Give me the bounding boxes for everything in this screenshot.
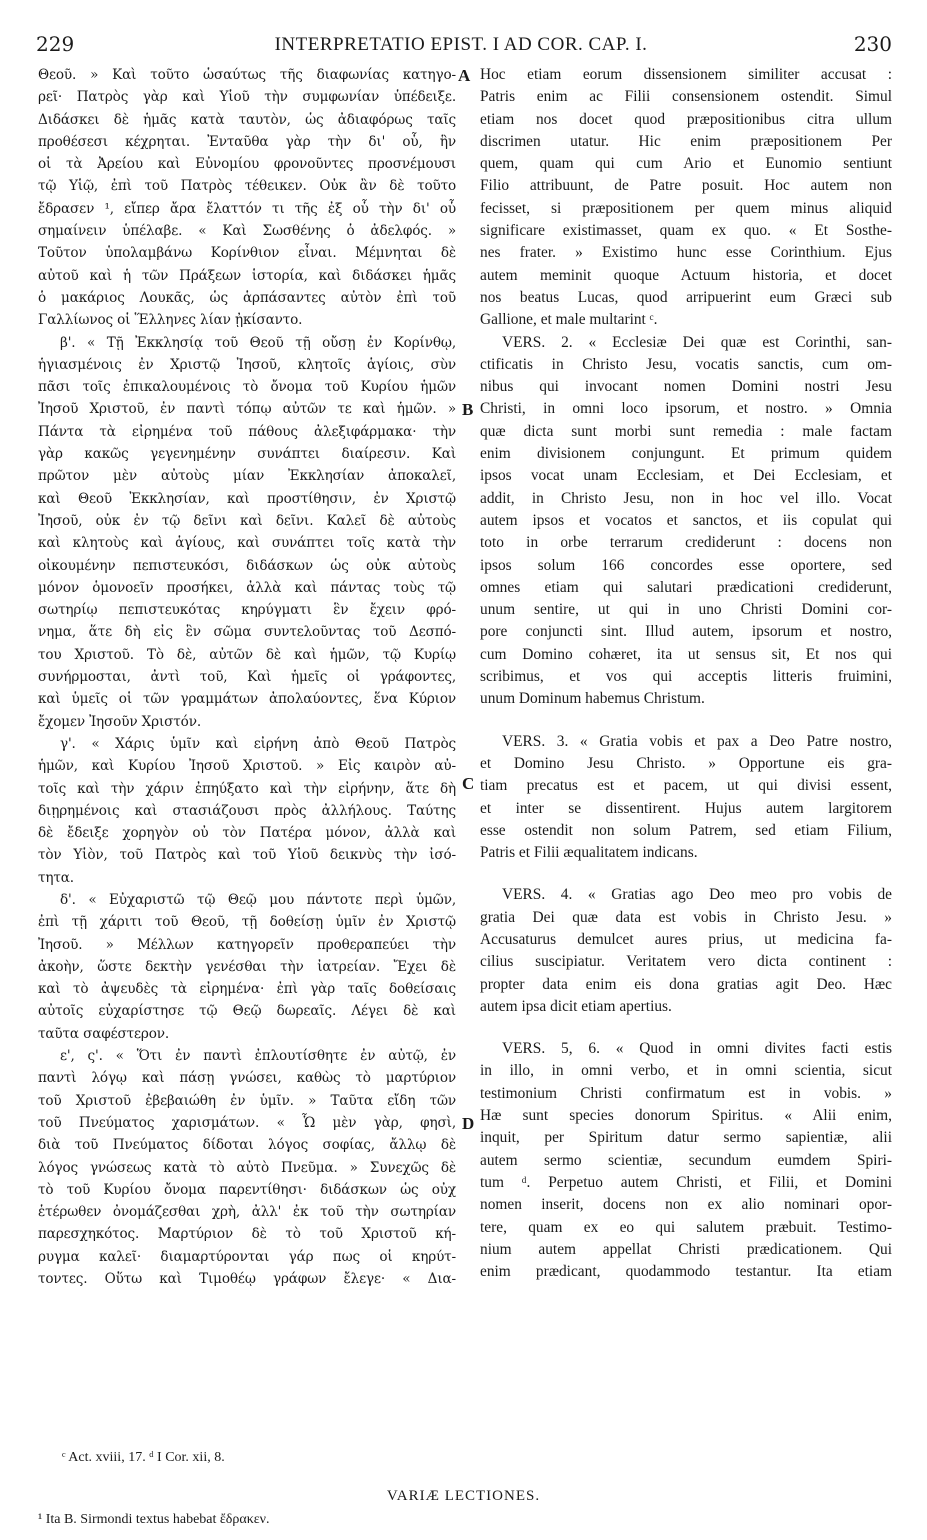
latin-line: in illo, in omni verbo, et in omni scientia, sicut	[480, 1062, 892, 1080]
greek-line: τῷ Υἱῷ, ἐπὶ τοῦ Πατρὸς τέθεικεν. Οὐκ ἂν δὲ τοῦτο	[38, 178, 456, 195]
latin-line: VERS. 3. « Gratia vobis et pax a Deo Patre nostro,	[502, 732, 892, 750]
latin-line: gratia Dei quæ data est vobis in Christo Jesu. »	[480, 908, 892, 926]
greek-line: β'. « Τῇ Ἐκκλησίᾳ τοῦ Θεοῦ τῇ οὔσῃ ἐν Κορίνθῳ,	[60, 334, 456, 351]
latin-line: Hæ sunt species donorum Spiritus. « Alii enim,	[480, 1107, 892, 1125]
latin-line: Patris et Filii æqualitatem indicans.	[480, 844, 698, 862]
latin-line: tiam precatus est et pacem, ut qui divisi essent,	[480, 777, 892, 795]
greek-line: σωτηρίῳ πεπιστευκότας κηρύγματι ἓν ἔχειν φρό-	[38, 602, 456, 619]
margin-mark-a: A	[458, 66, 471, 85]
greek-line: διῃρημένοις καὶ στασιάζουσι πρὸς ἀλλήλους. Ταύτης	[38, 802, 456, 819]
latin-line: autem meminit quoque Actuum historia, et docet	[480, 266, 892, 284]
greek-line: καὶ ὑμεῖς οἱ τῶν γραμμάτων ἀπολαύοντες, ἕνα Κύριον	[38, 691, 456, 708]
greek-line: Γαλλίωνος οἱ Ἕλληνες λίαν ᾐκίσαντο.	[38, 312, 303, 329]
margin-mark-d: D	[462, 1114, 475, 1133]
latin-line: significare existimasset, quam ex quo. « Et Sosthe-	[480, 222, 892, 240]
latin-line: tum ᵈ. Perpetuo autem Christi, et Filii, et Domini	[480, 1173, 892, 1191]
greek-line: γ'. « Χάρις ὑμῖν καὶ εἰρήνη ἀπὸ Θεοῦ Πατρὸς	[60, 735, 456, 752]
latin-line: Hoc etiam eorum dissensionem similiter accusat :	[480, 66, 892, 83]
latin-line: inquit, per Spiritum datur sermo sapientiæ, alii	[480, 1129, 892, 1147]
greek-line: προθέσεσι κέχρηται. Ἐνταῦθα γὰρ τὴν δι' οὗ, ἣν	[38, 133, 456, 150]
greek-line: συνήρμοσται, ἀντὶ τοῦ, Καὶ ἡμεῖς οἱ γράφοντες,	[38, 669, 456, 686]
greek-line: τὸ τοῦ Κυρίου ὄνομα παρεντίθησι· διδάσκων ὡς οὐχ	[38, 1181, 456, 1198]
margin-mark-b: B	[462, 400, 474, 419]
greek-line: αὐτοῦ καὶ ἡ τῶν Πράξεων ἱστορία, καὶ διδάσκει ἡμᾶς	[38, 267, 456, 284]
greek-line: Πάντα τὰ εἰρημένα τοῦ πάθους ἀλεξιφάρμακα· τὴν	[38, 423, 456, 440]
latin-line: enim prædicant, quodammodo testantur. Ita etiam	[480, 1263, 892, 1281]
greek-line: αὐτοῖς εὐχαρίστησε τῷ Θεῷ δωρεαῖς. Λέγει δὲ καὶ	[38, 1003, 456, 1020]
latin-line: pore conjuncti sint. Illud autem, ipsorum et nostro,	[480, 623, 892, 641]
greek-line: τητα.	[38, 869, 74, 886]
greek-line: του Χριστοῦ. Τὸ δὲ, αὐτῶν δὲ καὶ ἡμῶν, τῷ Κυρίῳ	[38, 646, 456, 663]
greek-column	[38, 64, 456, 1290]
greek-line: ἐπὶ τῇ χάριτι τοῦ Θεοῦ, τῇ δοθείσῃ ὑμῖν ἐν Χριστῷ	[38, 914, 456, 931]
latin-line: nos beatus Lucas, quod arripuerint eum Græci sub	[480, 288, 892, 306]
greek-line: δ'. « Εὐχαριστῶ τῷ Θεῷ μου πάντοτε περὶ ὑμῶν,	[60, 891, 456, 908]
latin-line: nibus qui invocant nomen Domini nostri Jesu	[480, 378, 892, 396]
latin-line: quæ dicta sunt morbi sunt remedia : male factam	[480, 422, 892, 440]
greek-line: παντὶ λόγῳ καὶ πάσῃ γνώσει, καθὼς τὸ μαρτύριον	[38, 1070, 456, 1087]
greek-line: τὸν Υἱὸν, τοῦ Πατρὸς καὶ τοῦ Υἱοῦ δεικνὺς τὴν ἰσό-	[38, 847, 456, 864]
latin-line: cilius suscipiatur. Veritatem vero dicta continent :	[480, 953, 892, 971]
footnote-references: ᶜ Act. xviii, 17. ᵈ I Cor. xii, 8.	[62, 1450, 225, 1465]
greek-line: οἱ τὰ Ἀρείου καὶ Εὐνομίου φρονοῦντες προσνέμουσι	[38, 156, 456, 173]
latin-line: testimonium Christi confirmatum est in vobis. »	[480, 1084, 892, 1102]
latin-line: VERS. 2. « Ecclesiæ Dei quæ est Corinthi, san-	[502, 333, 892, 351]
latin-line: etiam nos docet quod præpositionibus citra ullum	[480, 110, 892, 128]
latin-line: cum Domino cohæret, ita ut sensus sit, Et nos qui	[480, 645, 892, 663]
latin-line: et Domino Jesu Christo. » Opportune eis gra-	[480, 754, 892, 772]
greek-line: ταῦτα σαφέστερον.	[38, 1025, 170, 1042]
latin-line: unum sentire, ut qui in uno Christi Domini cor-	[480, 601, 892, 619]
greek-line: σημαίνειν ὑπέλαβε. « Καὶ Σωσθένης ὁ ἀδελφός. »	[38, 223, 456, 240]
latin-line: unum Dominum habemus Christum.	[480, 690, 705, 708]
latin-line: esse ostendit non solum Patrem, sed etiam Filium,	[480, 821, 892, 839]
greek-line: καὶ κλητοὺς καὶ ἁγίους, καὶ συνάπτει τοῖς κατὰ τὴν	[38, 535, 456, 552]
latin-line: et inter se dissentirent. Hujus autem largitorem	[480, 799, 892, 817]
greek-line: ἡμῶν, καὶ Κυρίου Ἰησοῦ Χριστοῦ. » Εἰς καιρὸν αὐ-	[38, 758, 456, 775]
latin-line: fecisset, si præpositionem per quem minus aliquid	[480, 199, 892, 217]
greek-line: ἀκοὴν, ὥστε δεκτὴν γενέσθαι τὴν ἰατρείαν. Ἔχει δὲ	[38, 958, 456, 975]
greek-line: ρεῖ· Πατρὸς γὰρ καὶ Υἱοῦ τὴν συμφωνίαν ὑπέδειξε.	[38, 89, 456, 106]
greek-line: οἰκουμένην πεπιστευκόσι, διδάσκων ὡς οὐκ αὐτοὺς	[38, 557, 456, 574]
greek-line: τοῦ Χριστοῦ ἐβεβαιώθη ἐν ὑμῖν. » Ταῦτα εἴδη τῶν	[38, 1092, 456, 1109]
greek-line: καὶ Θεοῦ Ἐκκλησίαν, καὶ προστίθησιν, ἐν Χριστῷ	[38, 490, 456, 507]
margin-mark-c: C	[462, 774, 475, 793]
greek-line: ὁ μακάριος Λουκᾶς, ὡς ἁρπάσαντες αὐτὸν ἐπὶ τοῦ	[38, 289, 456, 306]
latin-line: omnes etiam qui salutari prædicationi crediderunt,	[480, 578, 892, 596]
latin-line: Gallione, et male multarint ᶜ.	[480, 311, 658, 329]
latin-line: nium autem appellat Christi prædicationem. Qui	[480, 1240, 892, 1258]
page-number-left: 229	[36, 32, 75, 56]
greek-line: ρυγμα καλεῖ· διαμαρτύρονται γάρ πως οἱ κηρύτ-	[38, 1248, 456, 1265]
latin-line: VERS. 4. « Gratias ago Deo meo pro vobis de	[502, 886, 892, 904]
latin-line: enim divisionem conjungunt. Et primum quidem	[480, 445, 892, 463]
greek-line: γὰρ κακῶς γεγενημένην συνάπτει διαίρεσιν. Καὶ	[38, 446, 456, 463]
latin-line: propter data enim eis dona gratias agit Deo. Hæc	[480, 975, 892, 993]
greek-line: Διδάσκει δὲ ἡμᾶς κατὰ ταυτὸν, ὡς ἀδιαφόρως ταῖς	[38, 111, 456, 128]
latin-line: toto in orbe terrarum crediderunt : docens non	[480, 534, 892, 552]
greek-line: Τοῦτον ὑπολαμβάνω Κορίνθιον εἶναι. Μέμνηται δὲ	[38, 245, 456, 262]
latin-line: VERS. 5, 6. « Quod in omni divites facti estis	[502, 1040, 892, 1058]
greek-line: ἔδρασεν ¹, εἴπερ ἄρα ἔλαττόν τι τῆς ἐξ οὗ τὴν δι' οὗ	[38, 200, 456, 217]
running-title: INTERPRETATIO EPIST. I AD COR. CAP. I.	[274, 34, 648, 55]
greek-line: Ἰησοῦ. » Μέλλων κατηγορεῖν προθεραπεύει τὴν	[38, 936, 456, 953]
latin-line: nomen inserit, docens non ex alio nominari opor-	[480, 1196, 892, 1214]
variae-lectiones-heading: VARIÆ LECTIONES.	[386, 1488, 541, 1504]
latin-line: Patris enim ac Filii consensionem ostendit. Simul	[480, 88, 892, 106]
greek-line: λόγος γνώσεως κατὰ τὸ αὐτὸ Πνεῦμα. » Συνεχῶς δὲ	[38, 1159, 456, 1176]
page-number-right: 230	[853, 32, 892, 56]
latin-line: quem, quam qui cum Ario et Eunomio sentiunt	[480, 155, 892, 173]
greek-line: μόνον ὁμονοεῖν προσήκει, ἀλλὰ καὶ πάντας τοὺς τῷ	[38, 579, 456, 596]
greek-line: Θεοῦ. » Καὶ τοῦτο ὡσαύτως τῆς διαφωνίας κατηγο-	[38, 67, 456, 83]
greek-line: νημα, ἅτε δὴ εἰς ἓν σῶμα συντελοῦντας τοῦ Δεσπό-	[38, 624, 456, 641]
latin-column	[480, 64, 892, 1283]
latin-line: addit, in Christo Jesu, non in hoc vel illo. Vocat	[480, 489, 892, 507]
greek-line: πρῶτον μὲν αὐτοὺς μίαν Ἐκκλησίαν ἀποκαλεῖ,	[38, 468, 456, 485]
latin-line: ipsos solum 166 concordes esse oportere, sed	[480, 556, 892, 574]
latin-line: scribimus, et vos qui acceptis litteris fruimini,	[480, 668, 892, 686]
greek-line: ἑτέρωθεν ὀνομάζεσθαι χρὴ, ἀλλ' ἐκ τοῦ τὴν σωτηρίαν	[38, 1204, 456, 1221]
greek-line: παρεσχηκότος. Μαρτύριον δὲ τὸ τοῦ Χριστοῦ κή-	[38, 1226, 456, 1243]
latin-line: Christi, in omni loco ipsorum, et nostro. » Omnia	[480, 400, 892, 418]
greek-line: τοντες. Οὕτω καὶ Τιμοθέῳ γράφων ἔλεγε· « Δια-	[38, 1271, 456, 1288]
greek-line: Ἰησοῦ Χριστοῦ, ἐν παντὶ τόπῳ αὐτῶν τε καὶ ἡμῶν. »	[38, 401, 456, 418]
greek-line: ἡγιασμένοις ἐν Χριστῷ Ἰησοῦ, κλητοῖς ἁγίοις, σὺν	[38, 356, 456, 373]
latin-line: ipsos vocat unam Ecclesiam, et Dei Ecclesiam, et	[480, 467, 892, 485]
latin-line: autem ipsa dicit etiam apertius.	[480, 997, 672, 1015]
greek-line: ε', ς'. « Ὅτι ἐν παντὶ ἐπλουτίσθητε ἐν αὐτῷ, ἐν	[60, 1048, 456, 1065]
greek-line: τοῦ Πνεύματος χαρισμάτων. « Ὧ μὲν γὰρ, φησὶ,	[38, 1114, 456, 1131]
greek-line: διὰ τοῦ Πνεύματος δίδοται λόγος σοφίας, ἄλλῳ δὲ	[38, 1137, 456, 1154]
greek-line: δὲ ἔδειξε χορηγὸν οὐ τὸν Πατέρα μόνον, ἀλλὰ καὶ	[38, 825, 456, 842]
latin-line: Filio attribuunt, de Patre posuit. Hoc autem non	[480, 177, 892, 195]
greek-line: πᾶσι τοῖς ἐπικαλουμένοις τὸ ὄνομα τοῦ Κυρίου ἡμῶν	[38, 379, 456, 396]
latin-line: autem sermo scientiæ, secundum eumdem Spiri-	[480, 1151, 892, 1169]
greek-line: Ἰησοῦ, οὐκ ἐν τῷ δεῖνι καὶ δεῖνι. Καλεῖ δὲ αὐτοὺς	[38, 512, 456, 529]
page-header	[30, 32, 892, 60]
latin-line: discrimen utatur. Hic enim præpositionem Per	[480, 132, 892, 150]
latin-line: autem ipsos et vocatos et sanctos, et iis copulat qui	[480, 511, 892, 529]
latin-line: ctificatis in Christo Jesu, vocatis sanctis, cum om-	[480, 355, 892, 373]
latin-line: nes frater. » Existimo hunc esse Corinthium. Ejus	[480, 244, 892, 262]
greek-line: τοῖς καὶ τὴν χάριν ἐπηύξατο καὶ τὴν εἰρήνην, ἅτε δὴ	[38, 780, 456, 797]
latin-line: tere, quam ex eo qui salutem præbuit. Testimo-	[480, 1218, 892, 1236]
greek-line: ἔχομεν Ἰησοῦν Χριστόν.	[38, 713, 201, 730]
variant-reading-note: ¹ Ita B. Sirmondi textus habebat ἔδρακεν.	[38, 1512, 270, 1527]
latin-line: Accusaturus demulcet aures prius, ut medicina fa-	[480, 930, 892, 948]
greek-line: καὶ τὸ ἀψευδὲς τὰ εἰρημένα· ἐπὶ γὰρ ταῖς δοθείσαις	[38, 981, 456, 998]
